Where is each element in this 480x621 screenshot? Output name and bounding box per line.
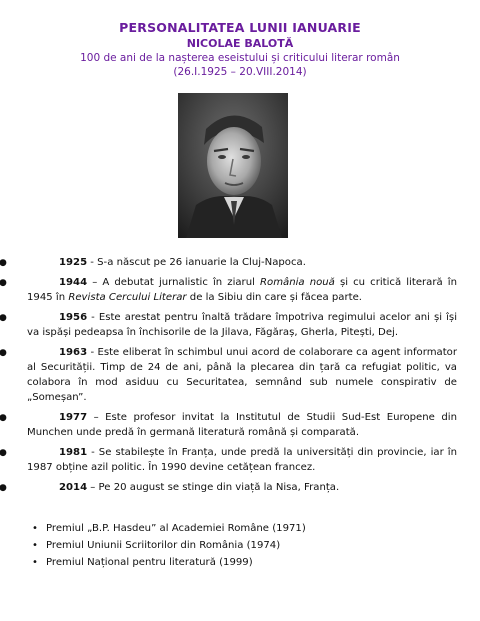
bullet-icon: [0, 255, 7, 271]
page-title: PERSONALITATEA LUNII IANUARIE: [119, 20, 361, 35]
timeline-year: 1944: [59, 277, 88, 288]
portrait-photo-icon: [178, 93, 288, 238]
timeline-text: - Este arestat pentru înaltă trădare împotriva regimului acelor ani și își va ispăși pedeapsa în închisorile de la Jilava, Făgăraș, Gherla, Pitești, Dej.: [27, 312, 457, 338]
timeline-entry: [27, 310, 457, 340]
timeline-year: 1956: [59, 312, 88, 323]
newspaper-title: România nouă: [260, 277, 335, 288]
page-subtitle: 100 de ani de la nașterea eseistului și criticului literar român: [80, 52, 400, 64]
portrait-photo: [178, 93, 288, 238]
bullet-icon: [0, 345, 7, 361]
awards-list: [36, 520, 456, 571]
timeline-text: - Este eliberat în schimbul unui acord de colaborare ca agent informator al Securității. Timp de 24 de ani, până la plecarea din țară ca refugiat politic, va colabora în mod asiduu cu Securitatea, semnând sub numele conspirativ de „Someșan”.: [27, 347, 457, 403]
timeline-entry: [27, 345, 457, 405]
timeline-text: – A debutat jurnalistic în ziarul: [87, 277, 261, 288]
bullet-icon: [0, 310, 7, 326]
award-item: • Premiul Uniunii Scriitorilor din România (1974): [36, 537, 456, 554]
award-item: • Premiul „B.P. Hasdeu” al Academiei Române (1971): [36, 520, 456, 537]
timeline-year: 2014: [59, 482, 88, 493]
header: [0, 20, 480, 79]
magazine-title: Revista Cercului Literar: [68, 292, 187, 303]
timeline-text: - S-a născut pe 26 ianuarie la Cluj-Napoca.: [87, 257, 306, 268]
timeline-text: – Este profesor invitat la Institutul de Studii Sud-Est Europene din Munchen unde predă în germană literatură română și comparată.: [27, 412, 457, 438]
timeline-entry: [27, 410, 457, 440]
bullet-icon: [0, 445, 7, 461]
award-item: • Premiul Național pentru literatură (1999): [36, 554, 456, 571]
timeline-year: 1925: [59, 257, 88, 268]
timeline-entry: [27, 445, 457, 475]
person-name: NICOLAE BALOTĂ: [186, 37, 294, 50]
bullet-icon: [0, 410, 7, 426]
timeline-text: - Se stabilește în Franța, unde predă la universități din provincie, iar în 1987 obține azil politic. În 1990 devine cetățean francez.: [27, 447, 457, 473]
life-dates: (26.I.1925 – 20.VIII.2014): [173, 66, 307, 78]
timeline-text: și cu critică literară în 1945 în: [27, 277, 457, 303]
timeline-text: – Pe 20 august se stinge din viață la Nisa, Franța.: [87, 482, 340, 493]
bullet-icon: [0, 480, 7, 496]
timeline-text: de la Sibiu din care și făcea parte.: [186, 292, 363, 303]
timeline-year: 1963: [59, 347, 88, 358]
timeline-year: 1981: [59, 447, 88, 458]
timeline-entry: [27, 480, 457, 495]
bullet-icon: [0, 275, 7, 291]
timeline: [27, 255, 457, 500]
timeline-entry: [27, 255, 457, 270]
timeline-entry: [27, 275, 457, 305]
timeline-year: 1977: [59, 412, 88, 423]
